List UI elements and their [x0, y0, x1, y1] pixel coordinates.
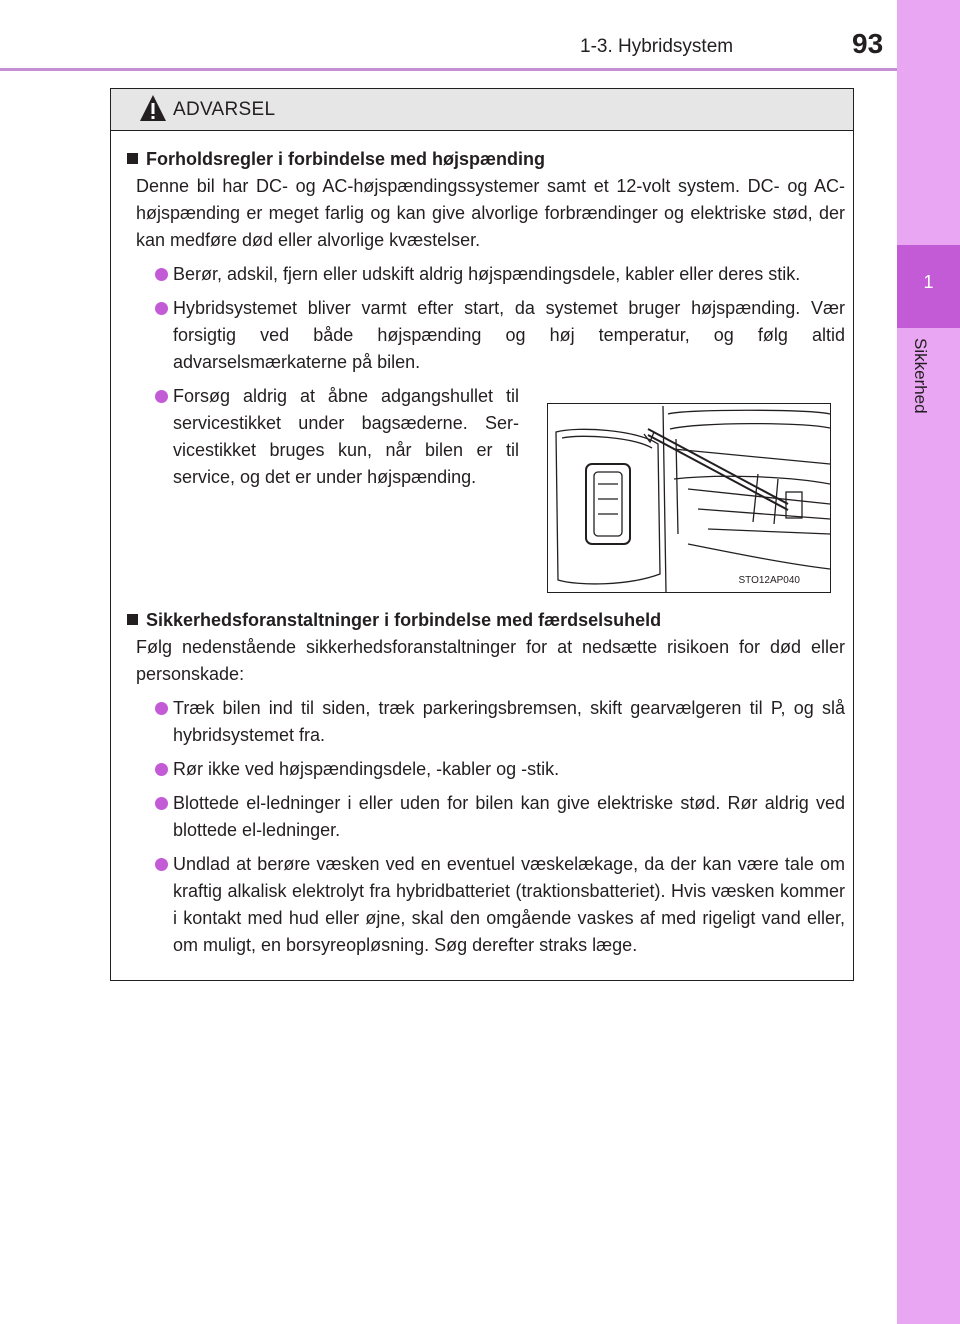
warning-title: ADVARSEL [173, 99, 276, 120]
warning-box [110, 88, 854, 981]
header-rule [0, 68, 897, 71]
list-item: Træk bilen ind til siden, træk parkeringsbremsen, skift gearvælgeren til P, og slå hybridsystemet fra. [156, 695, 845, 749]
page-number: 93 [852, 28, 884, 59]
square-bullet-icon [127, 153, 138, 164]
list-item: Rør ikke ved højspændingsdele, -kabler og -stik. [156, 756, 845, 783]
section-title: 1-3. Hybridsystem [580, 36, 734, 57]
seat-drawing [548, 404, 831, 593]
section-heading: Forholdsregler i forbindelse med højspænding [127, 146, 845, 173]
section-intro: Denne bil har DC- og AC-højspændingssystemer samt et 12-volt system. DC- og AC-højspænding er meget farlig og kan give alvorlige forbrændinger og elektriske stød, der kan medføre død eller alvorlige kvæstelser. [136, 176, 845, 250]
chapter-label: Sikkerhed [911, 338, 930, 414]
list-item: Hybridsystemet bliver varmt efter start, da systemet bruger højspænding. Vær forsigtig ved både højspænding og høj temperatur, og følg altid advarselsmærkaterne på bilen. [156, 295, 845, 376]
section-intro: Følg nedenstående sikkerhedsforanstaltninger for at nedsætte risikoen for død eller personskade: [136, 637, 845, 684]
bullet-dot-icon [155, 302, 168, 315]
bullet-dot-icon [155, 702, 168, 715]
list-item: Blottede el-ledninger i eller uden for bilen kan give elektriske stød. Rør aldrig ved blottede el-ledninger. [156, 790, 845, 844]
section-traffic-accident [127, 607, 845, 959]
bullet-dot-icon [155, 763, 168, 776]
chapter-number: 1 [923, 272, 934, 292]
warning-header [111, 89, 853, 131]
side-tab [897, 0, 960, 1324]
bullet-dot-icon [155, 858, 168, 871]
list-item: Forsøg aldrig at åbne adgangshullet til servicestikket under bagsæderne. Ser-vicestikket bruges kun, når bilen er til service, og det er under højspænding. [156, 383, 519, 491]
section-heading: Sikkerhedsforanstaltninger i forbindelse med færdselsuheld [127, 607, 845, 634]
warning-triangle-icon [139, 94, 167, 122]
list-item: Berør, adskil, fjern eller udskift aldrig højspændingsdele, kabler eller deres stik. [156, 261, 845, 288]
square-bullet-icon [127, 614, 138, 625]
service-plug-illustration [547, 403, 831, 593]
bullet-dot-icon [155, 797, 168, 810]
list-item: Undlad at berøre væsken ved en eventuel væskelækage, da der kan være tale om kraftig alkalisk elektrolyt fra hybridbatteriet (traktionsbatteriet). Hvis væsken kommer i kontakt med hud eller øjne, skal den omgående vaskes af med rigeligt vand eller, om muligt, en borsyreopløsning. Søg derefter straks læge. [156, 851, 845, 959]
bullet-dot-icon [155, 390, 168, 403]
figure-code: STO12AP040 [738, 575, 800, 586]
bullet-dot-icon [155, 268, 168, 281]
